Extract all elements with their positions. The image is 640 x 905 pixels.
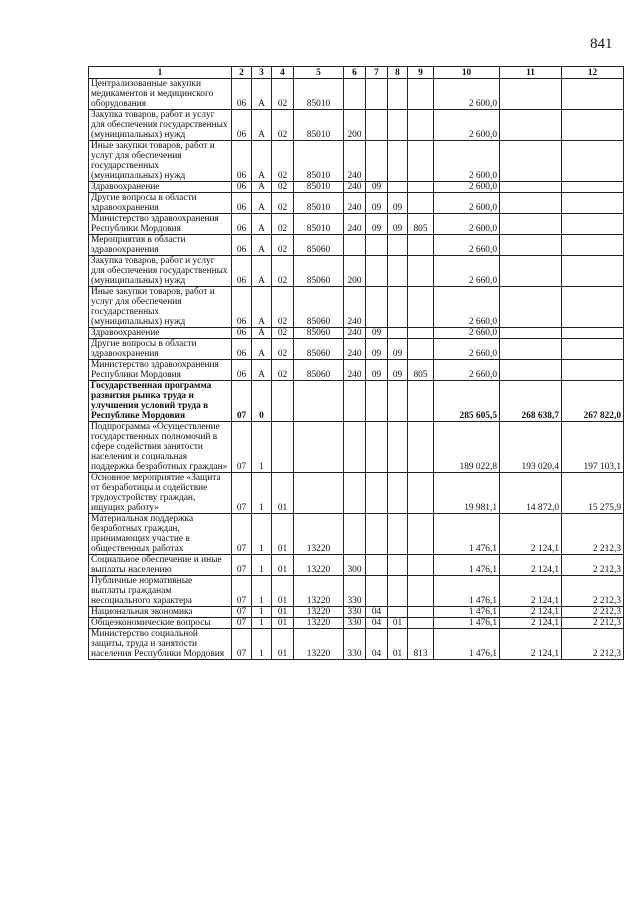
row-name: Государственная программа развития рынка труда и улучшения условий труда в Республике Мордовия — [89, 381, 232, 422]
code-section: 04 — [366, 607, 388, 618]
code-ministry: 805 — [408, 360, 434, 381]
amount-col-10: 1 476,1 — [434, 607, 500, 618]
code-direction: 85010 — [294, 182, 344, 193]
code-activity: 01 — [272, 555, 294, 576]
code-ministry — [408, 287, 434, 328]
code-activity: 02 — [272, 182, 294, 193]
code-activity: 02 — [272, 287, 294, 328]
code-program: 07 — [232, 473, 252, 514]
code-section — [366, 514, 388, 555]
code-ministry — [408, 235, 434, 256]
code-subsection — [388, 514, 408, 555]
code-program: 06 — [232, 214, 252, 235]
code-activity: 01 — [272, 514, 294, 555]
table-row — [89, 79, 624, 110]
table-row — [89, 193, 624, 214]
code-subprogram: А — [252, 79, 272, 110]
table-row — [89, 381, 624, 422]
table-row — [89, 328, 624, 339]
code-activity: 02 — [272, 214, 294, 235]
code-ministry — [408, 607, 434, 618]
code-expense-type: 330 — [344, 629, 366, 660]
row-name: Министерство социальной защиты, труда и занятости населения Республики Мордовия — [89, 629, 232, 660]
code-section: 09 — [366, 339, 388, 360]
code-subsection — [388, 422, 408, 473]
table-row — [89, 256, 624, 287]
row-name: Другие вопросы в области здравоохранения — [89, 339, 232, 360]
code-direction — [294, 381, 344, 422]
code-activity: 02 — [272, 193, 294, 214]
amount-col-11 — [500, 360, 562, 381]
code-subsection — [388, 110, 408, 141]
row-name: Здравоохранение — [89, 182, 232, 193]
amount-col-12 — [562, 79, 624, 110]
page-number: 841 — [590, 36, 613, 52]
code-activity: 01 — [272, 607, 294, 618]
code-direction: 85010 — [294, 79, 344, 110]
code-expense-type — [344, 235, 366, 256]
code-subsection: 09 — [388, 193, 408, 214]
amount-col-10: 2 600,0 — [434, 214, 500, 235]
amount-col-10: 1 476,1 — [434, 576, 500, 607]
row-name: Публичные нормативные выплаты гражданам несоциального характера — [89, 576, 232, 607]
code-direction: 85060 — [294, 339, 344, 360]
row-name: Мероприятия в области здравоохранения — [89, 235, 232, 256]
table-row — [89, 555, 624, 576]
amount-col-12 — [562, 328, 624, 339]
code-expense-type: 240 — [344, 193, 366, 214]
row-name: Иные закупки товаров, работ и услуг для обеспечения государственных (муниципальных) нужд — [89, 141, 232, 182]
amount-col-11 — [500, 287, 562, 328]
amount-col-12: 2 212,3 — [562, 576, 624, 607]
col-header-2: 2 — [232, 67, 252, 79]
code-direction: 13220 — [294, 555, 344, 576]
code-direction: 13220 — [294, 629, 344, 660]
amount-col-11: 2 124,1 — [500, 576, 562, 607]
code-direction: 85060 — [294, 235, 344, 256]
code-subprogram: 1 — [252, 555, 272, 576]
code-expense-type — [344, 381, 366, 422]
code-section: 09 — [366, 182, 388, 193]
code-program: 07 — [232, 422, 252, 473]
code-subsection — [388, 141, 408, 182]
amount-col-10: 2 660,0 — [434, 328, 500, 339]
code-section — [366, 256, 388, 287]
table-row — [89, 214, 624, 235]
code-section — [366, 235, 388, 256]
code-ministry — [408, 328, 434, 339]
code-subsection — [388, 256, 408, 287]
amount-col-12: 2 212,3 — [562, 618, 624, 629]
code-subsection: 09 — [388, 339, 408, 360]
code-subprogram: 1 — [252, 473, 272, 514]
code-activity: 02 — [272, 339, 294, 360]
code-subsection — [388, 555, 408, 576]
code-subprogram: А — [252, 214, 272, 235]
code-direction: 85010 — [294, 214, 344, 235]
amount-col-12: 267 822,0 — [562, 381, 624, 422]
amount-col-10: 2 660,0 — [434, 235, 500, 256]
code-program: 06 — [232, 141, 252, 182]
table-row — [89, 287, 624, 328]
code-ministry — [408, 141, 434, 182]
code-expense-type: 200 — [344, 110, 366, 141]
code-direction: 85010 — [294, 141, 344, 182]
code-subprogram: 1 — [252, 576, 272, 607]
amount-col-11 — [500, 328, 562, 339]
table-row — [89, 422, 624, 473]
row-name: Национальная экономика — [89, 607, 232, 618]
amount-col-10: 1 476,1 — [434, 514, 500, 555]
row-name: Централизованные закупки медикаментов и медицинского оборудования — [89, 79, 232, 110]
table-row — [89, 110, 624, 141]
code-ministry — [408, 514, 434, 555]
col-header-12: 12 — [562, 67, 624, 79]
amount-col-10: 1 476,1 — [434, 629, 500, 660]
code-subsection — [388, 576, 408, 607]
amount-col-10: 285 605,5 — [434, 381, 500, 422]
code-subsection — [388, 328, 408, 339]
col-header-10: 10 — [434, 67, 500, 79]
col-header-4: 4 — [272, 67, 294, 79]
amount-col-12: 2 212,3 — [562, 629, 624, 660]
table-row — [89, 360, 624, 381]
amount-col-10: 1 476,1 — [434, 555, 500, 576]
code-expense-type — [344, 422, 366, 473]
code-expense-type: 240 — [344, 328, 366, 339]
amount-col-11: 2 124,1 — [500, 607, 562, 618]
col-header-5: 5 — [294, 67, 344, 79]
table-row — [89, 629, 624, 660]
code-expense-type: 240 — [344, 339, 366, 360]
amount-col-11 — [500, 339, 562, 360]
amount-col-11: 2 124,1 — [500, 514, 562, 555]
amount-col-11 — [500, 110, 562, 141]
code-expense-type: 240 — [344, 214, 366, 235]
code-subprogram: 1 — [252, 514, 272, 555]
code-section — [366, 110, 388, 141]
code-section — [366, 555, 388, 576]
row-name: Основное мероприятие «Защита от безработицы и содействие трудоустройству граждан, ищущих работу» — [89, 473, 232, 514]
code-activity: 01 — [272, 576, 294, 607]
code-direction: 85010 — [294, 193, 344, 214]
code-subprogram: 1 — [252, 629, 272, 660]
code-subprogram: А — [252, 110, 272, 141]
amount-col-12 — [562, 235, 624, 256]
code-direction: 85060 — [294, 256, 344, 287]
table-row — [89, 473, 624, 514]
code-program: 07 — [232, 381, 252, 422]
code-program: 06 — [232, 110, 252, 141]
code-expense-type: 240 — [344, 360, 366, 381]
amount-col-12 — [562, 360, 624, 381]
code-direction — [294, 422, 344, 473]
code-subprogram: 1 — [252, 422, 272, 473]
code-ministry — [408, 256, 434, 287]
table-row — [89, 339, 624, 360]
code-subprogram: 1 — [252, 607, 272, 618]
code-expense-type — [344, 473, 366, 514]
code-expense-type: 200 — [344, 256, 366, 287]
code-activity — [272, 422, 294, 473]
row-name: Иные закупки товаров, работ и услуг для обеспечения государственных (муниципальных) нужд — [89, 287, 232, 328]
code-ministry — [408, 79, 434, 110]
code-expense-type: 240 — [344, 141, 366, 182]
code-ministry — [408, 381, 434, 422]
code-ministry: 813 — [408, 629, 434, 660]
code-section: 09 — [366, 360, 388, 381]
row-name: Подпрограмма «Осуществление государственных полномочий в сфере содействия занятости населения и социальная поддержка безработных граждан» — [89, 422, 232, 473]
amount-col-12 — [562, 287, 624, 328]
amount-col-11 — [500, 256, 562, 287]
code-subprogram: А — [252, 328, 272, 339]
amount-col-12: 2 212,3 — [562, 514, 624, 555]
code-subprogram: А — [252, 235, 272, 256]
row-name: Социальное обеспечение и иные выплаты населению — [89, 555, 232, 576]
code-activity: 02 — [272, 360, 294, 381]
code-subprogram: А — [252, 360, 272, 381]
code-direction: 13220 — [294, 618, 344, 629]
row-name: Материальная поддержка безработных граждан, принимающих участие в общественных работах — [89, 514, 232, 555]
code-section: 09 — [366, 214, 388, 235]
code-program: 07 — [232, 576, 252, 607]
code-activity: 02 — [272, 79, 294, 110]
code-ministry — [408, 555, 434, 576]
code-subprogram: А — [252, 141, 272, 182]
code-ministry — [408, 182, 434, 193]
amount-col-12 — [562, 256, 624, 287]
amount-col-10: 2 660,0 — [434, 256, 500, 287]
code-program: 06 — [232, 328, 252, 339]
code-subprogram: 0 — [252, 381, 272, 422]
amount-col-11 — [500, 79, 562, 110]
code-section: 09 — [366, 193, 388, 214]
amount-col-11: 268 638,7 — [500, 381, 562, 422]
code-direction: 13220 — [294, 607, 344, 618]
col-header-11: 11 — [500, 67, 562, 79]
code-subprogram: А — [252, 193, 272, 214]
amount-col-12: 197 103,1 — [562, 422, 624, 473]
amount-col-12: 15 275,9 — [562, 473, 624, 514]
amount-col-10: 2 600,0 — [434, 79, 500, 110]
table-row — [89, 618, 624, 629]
amount-col-10: 2 660,0 — [434, 360, 500, 381]
amount-col-12 — [562, 339, 624, 360]
amount-col-11 — [500, 141, 562, 182]
amount-col-11: 14 872,0 — [500, 473, 562, 514]
code-expense-type: 240 — [344, 287, 366, 328]
code-direction: 85060 — [294, 287, 344, 328]
code-program: 06 — [232, 339, 252, 360]
col-header-1: 1 — [89, 67, 232, 79]
header-row — [89, 67, 624, 79]
code-ministry: 805 — [408, 214, 434, 235]
code-program: 06 — [232, 193, 252, 214]
amount-col-11: 193 020,4 — [500, 422, 562, 473]
amount-col-10: 2 600,0 — [434, 193, 500, 214]
col-header-8: 8 — [388, 67, 408, 79]
code-subsection — [388, 287, 408, 328]
code-activity: 02 — [272, 235, 294, 256]
amount-col-10: 19 981,1 — [434, 473, 500, 514]
amount-col-10: 2 600,0 — [434, 182, 500, 193]
col-header-6: 6 — [344, 67, 366, 79]
code-section — [366, 79, 388, 110]
amount-col-10: 2 600,0 — [434, 110, 500, 141]
code-section — [366, 287, 388, 328]
code-subprogram: 1 — [252, 618, 272, 629]
code-program: 06 — [232, 360, 252, 381]
code-expense-type: 330 — [344, 607, 366, 618]
table-row — [89, 235, 624, 256]
code-activity: 02 — [272, 110, 294, 141]
code-subsection: 09 — [388, 214, 408, 235]
amount-col-11: 2 124,1 — [500, 629, 562, 660]
amount-col-12 — [562, 141, 624, 182]
amount-col-10: 189 022,8 — [434, 422, 500, 473]
code-ministry — [408, 339, 434, 360]
code-subsection — [388, 607, 408, 618]
code-section — [366, 473, 388, 514]
code-activity — [272, 381, 294, 422]
code-ministry — [408, 193, 434, 214]
code-activity: 01 — [272, 473, 294, 514]
code-subsection — [388, 381, 408, 422]
amount-col-12 — [562, 110, 624, 141]
code-direction: 13220 — [294, 576, 344, 607]
code-expense-type: 330 — [344, 618, 366, 629]
code-subsection: 01 — [388, 629, 408, 660]
col-header-9: 9 — [408, 67, 434, 79]
code-subprogram: А — [252, 339, 272, 360]
code-subsection — [388, 79, 408, 110]
code-program: 06 — [232, 287, 252, 328]
code-program: 07 — [232, 607, 252, 618]
code-activity: 02 — [272, 256, 294, 287]
code-section — [366, 141, 388, 182]
amount-col-10: 1 476,1 — [434, 618, 500, 629]
table-row — [89, 607, 624, 618]
code-subsection — [388, 235, 408, 256]
code-ministry — [408, 473, 434, 514]
code-direction — [294, 473, 344, 514]
row-name: Другие вопросы в области здравоохранения — [89, 193, 232, 214]
code-expense-type: 240 — [344, 182, 366, 193]
code-subprogram: А — [252, 182, 272, 193]
row-name: Закупка товаров, работ и услуг для обеспечения государственных (муниципальных) нужд — [89, 256, 232, 287]
code-ministry — [408, 110, 434, 141]
row-name: Министерство здравоохранения Республики Мордовия — [89, 360, 232, 381]
code-subsection: 09 — [388, 360, 408, 381]
code-program: 07 — [232, 514, 252, 555]
amount-col-12 — [562, 193, 624, 214]
amount-col-12 — [562, 182, 624, 193]
code-section: 04 — [366, 629, 388, 660]
budget-table — [88, 66, 624, 660]
amount-col-11: 2 124,1 — [500, 555, 562, 576]
code-ministry — [408, 576, 434, 607]
code-direction: 85010 — [294, 110, 344, 141]
code-direction: 85060 — [294, 360, 344, 381]
amount-col-12: 2 212,3 — [562, 607, 624, 618]
code-section — [366, 381, 388, 422]
amount-col-10: 2 660,0 — [434, 287, 500, 328]
amount-col-11 — [500, 214, 562, 235]
code-program: 07 — [232, 555, 252, 576]
amount-col-10: 2 600,0 — [434, 141, 500, 182]
code-section — [366, 576, 388, 607]
code-expense-type: 330 — [344, 576, 366, 607]
code-ministry — [408, 618, 434, 629]
code-program: 06 — [232, 182, 252, 193]
code-subprogram: А — [252, 287, 272, 328]
row-name: Общеэкономические вопросы — [89, 618, 232, 629]
code-program: 06 — [232, 79, 252, 110]
code-direction: 85060 — [294, 328, 344, 339]
table-row — [89, 514, 624, 555]
row-name: Министерство здравоохранения Республики Мордовия — [89, 214, 232, 235]
code-subprogram: А — [252, 256, 272, 287]
code-expense-type: 300 — [344, 555, 366, 576]
code-program: 06 — [232, 235, 252, 256]
col-header-3: 3 — [252, 67, 272, 79]
code-subsection: 01 — [388, 618, 408, 629]
amount-col-11 — [500, 182, 562, 193]
table-row — [89, 576, 624, 607]
code-program: 07 — [232, 629, 252, 660]
code-section — [366, 422, 388, 473]
code-direction: 13220 — [294, 514, 344, 555]
amount-col-12: 2 212,3 — [562, 555, 624, 576]
code-subsection — [388, 473, 408, 514]
code-activity: 02 — [272, 141, 294, 182]
table-row — [89, 182, 624, 193]
amount-col-11 — [500, 235, 562, 256]
code-expense-type — [344, 79, 366, 110]
amount-col-11: 2 124,1 — [500, 618, 562, 629]
amount-col-10: 2 660,0 — [434, 339, 500, 360]
code-activity: 01 — [272, 629, 294, 660]
code-section: 09 — [366, 328, 388, 339]
code-subsection — [388, 182, 408, 193]
code-activity: 02 — [272, 328, 294, 339]
col-header-7: 7 — [366, 67, 388, 79]
code-section: 04 — [366, 618, 388, 629]
code-program: 06 — [232, 256, 252, 287]
code-program: 07 — [232, 618, 252, 629]
row-name: Здравоохранение — [89, 328, 232, 339]
table-row — [89, 141, 624, 182]
code-activity: 01 — [272, 618, 294, 629]
row-name: Закупка товаров, работ и услуг для обеспечения государственных (муниципальных) нужд — [89, 110, 232, 141]
amount-col-12 — [562, 214, 624, 235]
amount-col-11 — [500, 193, 562, 214]
code-ministry — [408, 422, 434, 473]
code-expense-type — [344, 514, 366, 555]
